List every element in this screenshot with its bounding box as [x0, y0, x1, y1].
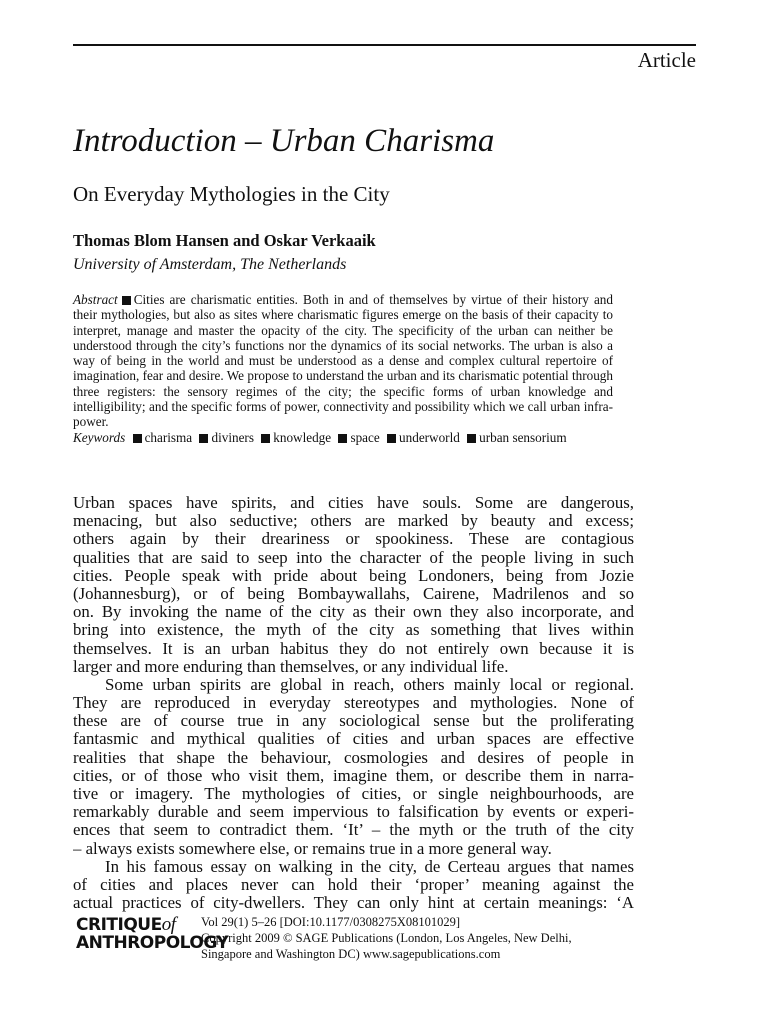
publication-info-line: Singapore and Washington DC) www.sagepublications.com [201, 947, 501, 961]
body-line: on. By invoking the name of the city as their own they also incorporate, and [73, 603, 634, 622]
body-line: menacing, but also seductive; others are marked by beauty and excess; [73, 512, 634, 531]
body-line: of cities and places never can hold their ‘proper’ meaning against the [73, 875, 634, 894]
publication-info-line: Copyright 2009 © SAGE Publications (London, Los Angeles, New Delhi, [201, 931, 572, 945]
publication-info [201, 914, 572, 962]
square-bullet-icon [133, 434, 142, 443]
keyword: urban sensorium [479, 429, 567, 445]
square-bullet-icon [122, 296, 131, 305]
body-line: – always exists somewhere else, or remains true in a more general way. [73, 839, 552, 858]
body-line: cities, or of those who visit them, imagine them, or describe them in narra- [73, 766, 634, 785]
keyword: charisma [144, 429, 193, 445]
body-line: actual practices of city-dwellers. They can only hint at certain meanings: ‘A [73, 894, 634, 913]
body-line: Urban spaces have spirits, and cities have souls. Some are dangerous, [73, 494, 634, 512]
body-line: tive or imagery. The mythologies of cities, or single neighbourhoods, are [73, 785, 634, 803]
body-line: ences that seem to contradict them. ‘It’ – the myth or the truth of the city [73, 821, 634, 840]
journal-logo-line2: ANTHROPOLOGY [76, 933, 229, 953]
abstract-label: Abstract [73, 292, 118, 307]
square-bullet-icon [338, 434, 347, 443]
keywords-label: Keywords [73, 429, 126, 445]
article-type-label: Article [637, 48, 696, 72]
body-line: cities. People speak with pride about being Londoners, being from Jozie [73, 566, 634, 585]
journal-logo-of: of [161, 914, 176, 935]
square-bullet-icon [387, 434, 396, 443]
body-line: larger and more enduring than themselves, or any individual life. [73, 657, 509, 676]
article-title: Introduction – Urban Charisma [73, 123, 495, 159]
body-line: remarkably durable and seem impervious to falsification by events or experi- [73, 803, 634, 822]
body-line: themselves. It is an urban habitus they do not entirely own because it is [73, 639, 634, 658]
body-line: realities that shape the behaviour, cosmologies and desires of people in [73, 748, 634, 767]
abstract-text: Cities are charismatic entities. Both in and of themselves by virtue of their history and their mythologies, but also as sites where charismatic figures emerge on the basis of their capacity to interpret, manage and master the opacity of the city. The specificity of the urban can neither be understood through the city’s functions nor the dynamics of its social networks. The urban is also a way of being in the world and must be understood as a dense and complex cultural repertoire of imagination, fear and desire. We propose to understand the urban and its charismatic potential through three registers: the sensory regimes of the city; the specific forms of urban knowledge and intelligibility; and the specific forms of power, connectivity and possibility which we call urban infra-power. [73, 292, 613, 430]
body-line: bring into existence, the myth of the city as something that lives within [73, 621, 634, 640]
body-line: others again by their dreariness or spookiness. These are contagious [73, 530, 634, 549]
journal-logo [76, 914, 229, 953]
journal-logo-line1: CRITIQUE [76, 915, 162, 935]
body-line: (Johannesburg), or of being Bombaywallahs, Cairene, Madrilenos and so [73, 584, 634, 603]
publication-info-line: Vol 29(1) 5–26 [DOI:10.1177/0308275X08101029] [201, 915, 461, 929]
body-text [73, 494, 634, 912]
body-line: these are of course true in any sociological sense but the proliferating [73, 712, 634, 731]
body-line: qualities that are said to seep into the character of the people living in such [73, 548, 634, 567]
body-line: fantasmic and mythical qualities of cities and urban spaces are effective [73, 730, 634, 749]
author-names: Thomas Blom Hansen and Oskar Verkaaik [73, 231, 376, 250]
article-subtitle: On Everyday Mythologies in the City [73, 182, 390, 206]
keyword: diviners [211, 429, 254, 445]
body-line: In his famous essay on walking in the city, de Certeau argues that names [105, 857, 634, 876]
header-rule [73, 44, 696, 46]
author-affiliation: University of Amsterdam, The Netherlands [73, 256, 347, 273]
keyword: knowledge [273, 429, 332, 445]
keyword: space [350, 429, 380, 445]
square-bullet-icon [199, 434, 208, 443]
keyword: underworld [399, 429, 460, 445]
square-bullet-icon [467, 434, 476, 443]
square-bullet-icon [261, 434, 270, 443]
body-line: They are reproduced in everyday stereotypes and mythologies. None of [73, 694, 634, 713]
abstract-block [73, 292, 613, 445]
body-line: Some urban spirits are global in reach, others mainly local or regional. [105, 675, 634, 694]
